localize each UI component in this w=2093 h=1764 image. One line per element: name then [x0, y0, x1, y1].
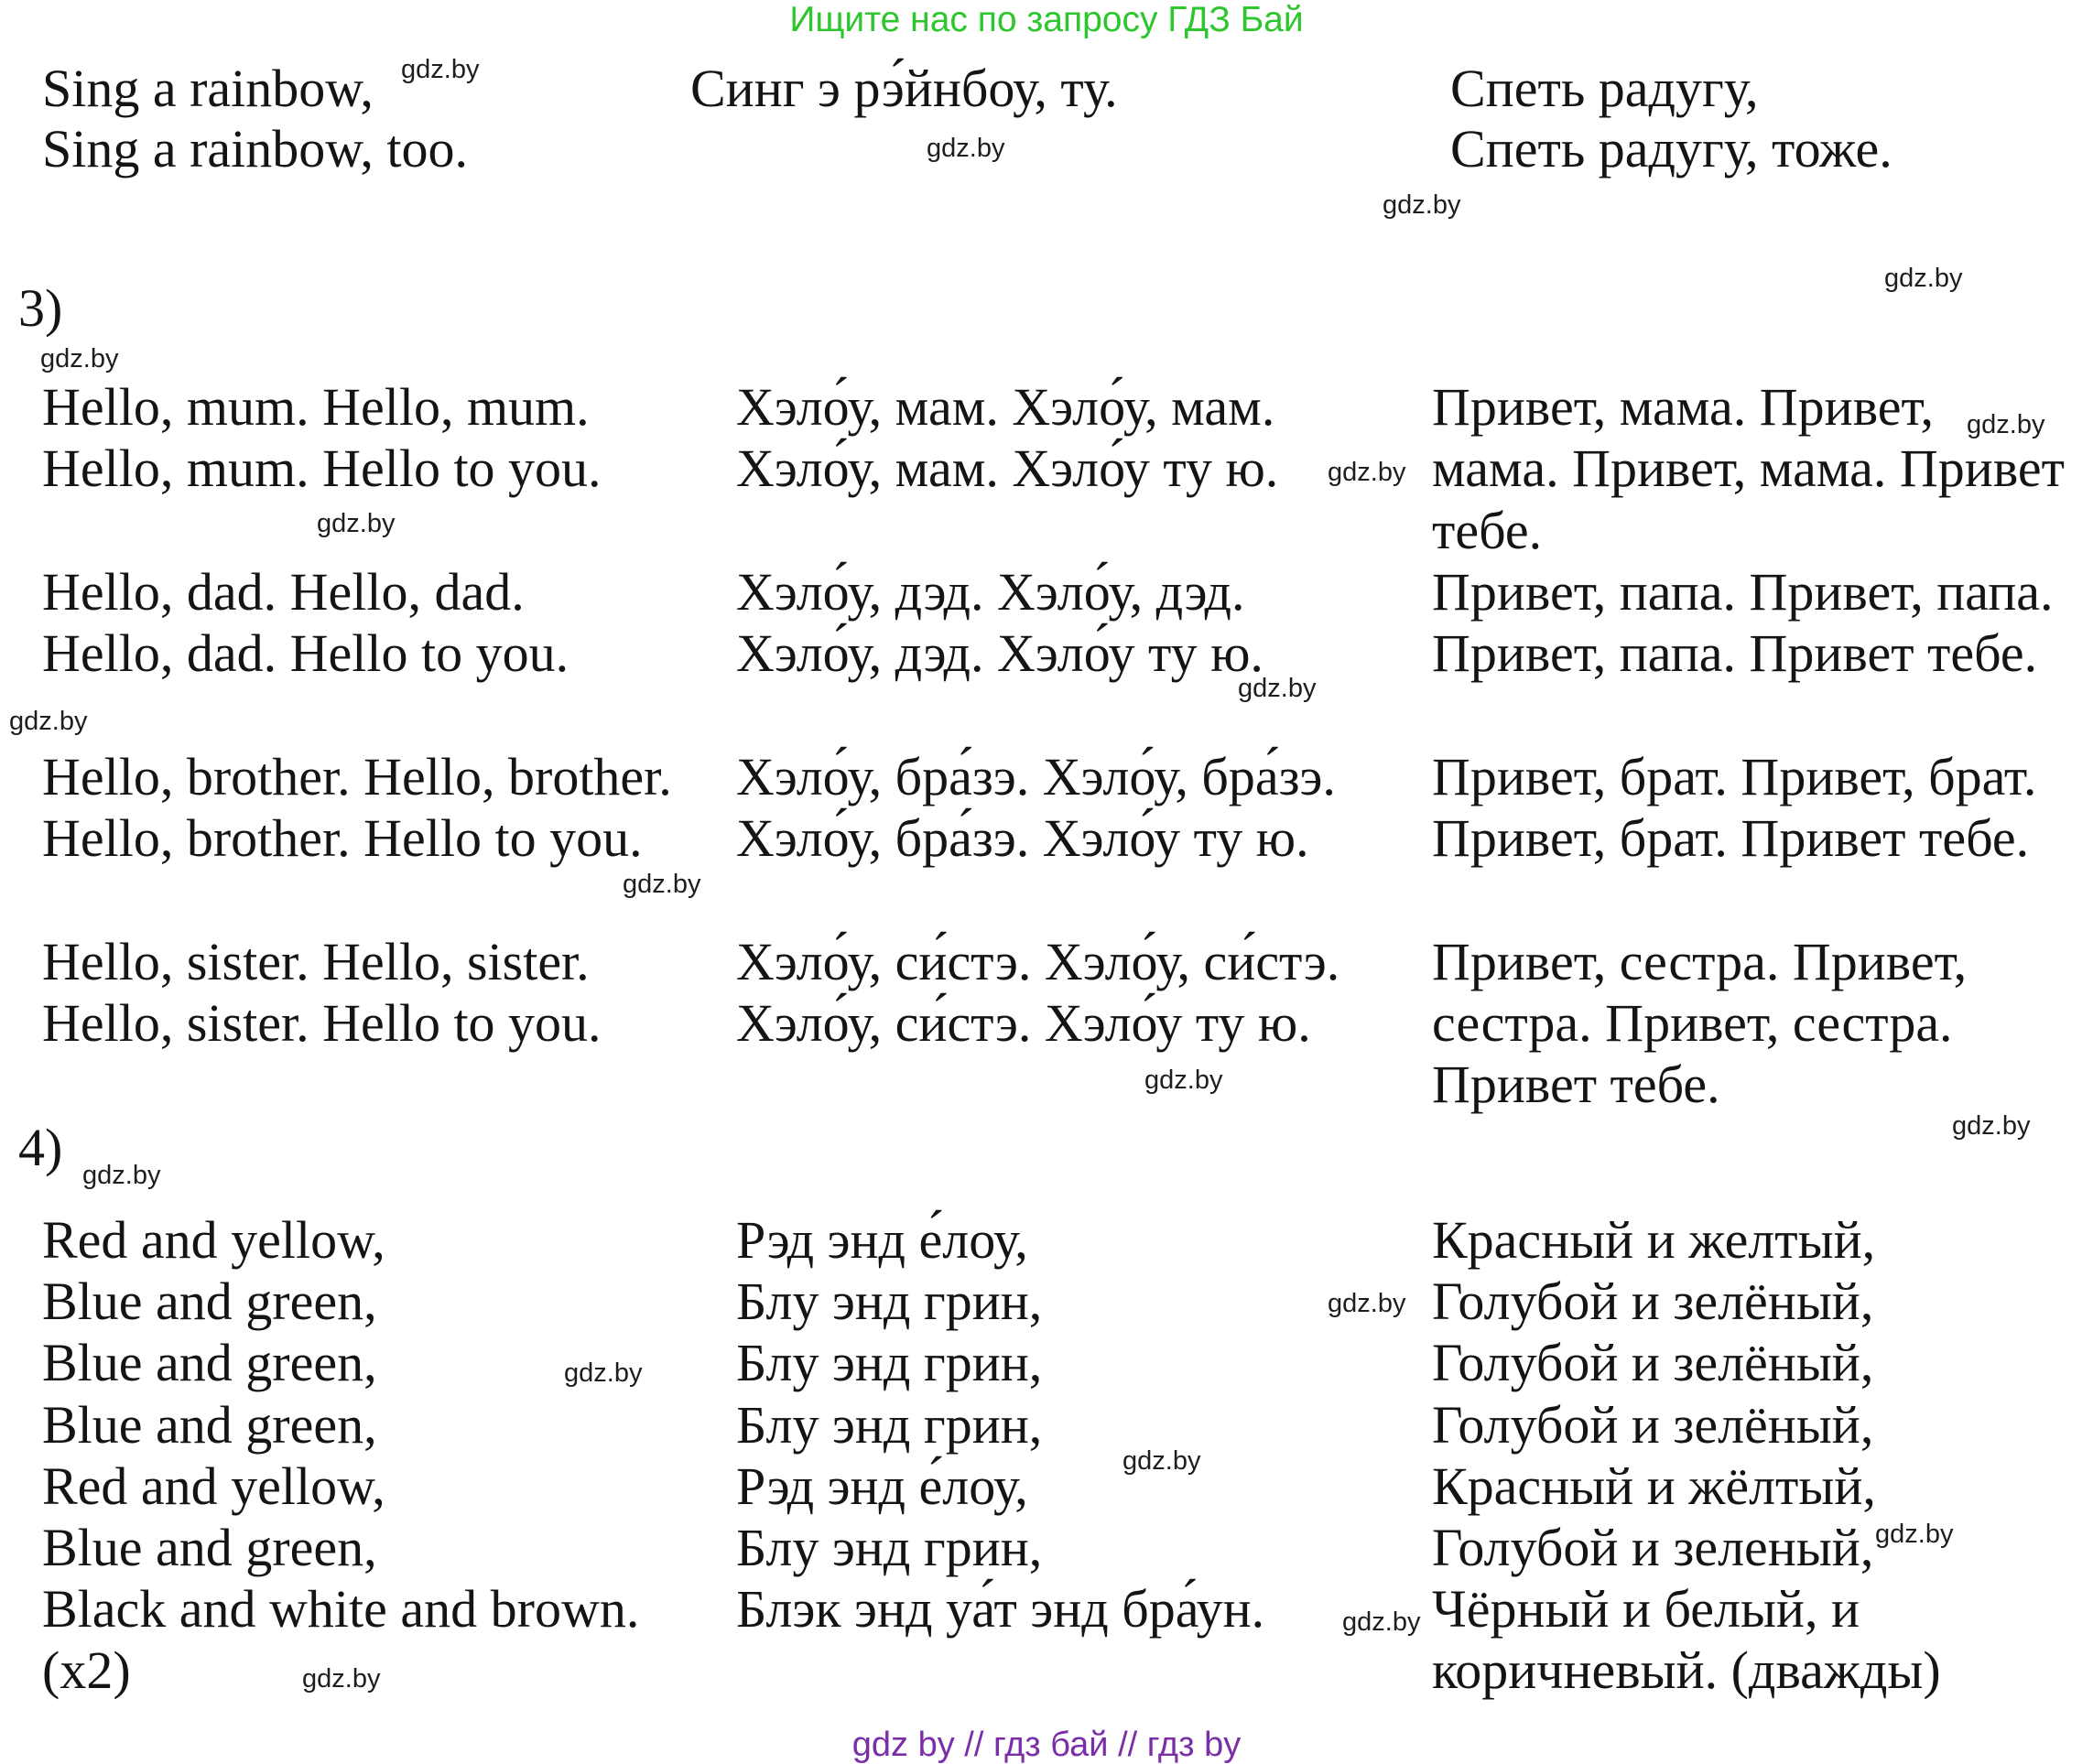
watermark: gdz.by — [1884, 264, 1963, 293]
section-label-3: 3) — [18, 278, 63, 338]
watermark: gdz.by — [9, 707, 88, 736]
transcription-line: Рэд энд е́лоу, — [736, 1210, 1028, 1270]
ru-line: Привет, мама. Привет, — [1432, 377, 1934, 437]
transcription-line: Блу энд грин, — [736, 1395, 1043, 1455]
en-line: Red and yellow, — [42, 1210, 385, 1270]
en-line: Hello, mum. Hello to you. — [42, 438, 602, 498]
transcription-line: Блу энд грин, — [736, 1518, 1043, 1577]
transcription-line: Хэло́у, бра́зэ. Хэло́у, бра́зэ. — [736, 747, 1336, 806]
watermark: gdz.by — [623, 870, 701, 899]
transcription-line: Хэло́у, бра́зэ. Хэло́у ту ю. — [736, 808, 1309, 868]
en-line: Black and white and brown. — [42, 1579, 640, 1639]
ru-line: Голубой и зелёный, — [1432, 1272, 1874, 1331]
footer-links[interactable]: gdz by // гдз бай // гдз by — [851, 1726, 1242, 1764]
repeat-marker: (x2) — [42, 1640, 131, 1700]
ru-line: сестра. Привет, сестра. — [1432, 993, 1953, 1053]
transcription-line: Блэк энд уа́т энд бра́ун. — [736, 1579, 1265, 1639]
en-line: Hello, sister. Hello, sister. — [42, 932, 590, 991]
ru-line: Привет, папа. Привет, папа. — [1432, 562, 2054, 622]
watermark: gdz.by — [1952, 1111, 2031, 1141]
ru-line: Красный и желтый, — [1432, 1210, 1876, 1270]
watermark: gdz.by — [1342, 1607, 1421, 1637]
transcription-line: Блу энд грин, — [736, 1333, 1043, 1392]
watermark: gdz.by — [1144, 1066, 1223, 1095]
en-line: Hello, brother. Hello to you. — [42, 808, 643, 868]
watermark: gdz.by — [1238, 674, 1317, 703]
ru-line: Привет, брат. Привет, брат. — [1432, 747, 2037, 806]
en-line: Hello, dad. Hello to you. — [42, 623, 569, 683]
watermark: gdz.by — [564, 1358, 643, 1388]
ru-line: Спеть радугу, — [1450, 59, 1759, 118]
transcription-line: Блу энд грин, — [736, 1272, 1043, 1331]
transcription-line: Хэло́у, мам. Хэло́у ту ю. — [736, 438, 1279, 498]
watermark: gdz.by — [1328, 1289, 1406, 1318]
transcription-line: Хэло́у, си́стэ. Хэло́у, си́стэ. — [736, 932, 1340, 991]
watermark: gdz.by — [302, 1664, 381, 1694]
watermark: gdz.by — [1328, 458, 1406, 487]
watermark: gdz.by — [1383, 190, 1461, 220]
ru-line: Привет, папа. Привет тебе. — [1432, 623, 2038, 683]
en-line: Red and yellow, — [42, 1456, 385, 1516]
en-line: Sing a rainbow, — [42, 59, 374, 118]
transcription-line: Хэло́у, мам. Хэло́у, мам. — [736, 377, 1275, 437]
en-line: Hello, brother. Hello, brother. — [42, 747, 672, 806]
en-line: Blue and green, — [42, 1395, 377, 1455]
ru-line: коричневый. (дважды) — [1432, 1640, 1941, 1700]
ru-line: Голубой и зелёный, — [1432, 1333, 1874, 1392]
ru-line: Красный и жёлтый, — [1432, 1456, 1876, 1516]
transcription-line: Хэло́у, дэд. Хэло́у ту ю. — [736, 623, 1263, 683]
en-line: Hello, mum. Hello, mum. — [42, 377, 590, 437]
watermark: gdz.by — [1967, 410, 2045, 439]
ru-line: Чёрный и белый, и — [1432, 1579, 1860, 1639]
transcription-line: Синг э рэ́йнбоу, ту. — [690, 59, 1118, 118]
en-line: Hello, dad. Hello, dad. — [42, 562, 525, 622]
watermark: gdz.by — [401, 55, 480, 84]
ru-line: Привет тебе. — [1432, 1055, 1720, 1114]
transcription-line: Рэд энд е́лоу, — [736, 1456, 1028, 1516]
watermark: gdz.by — [1122, 1446, 1201, 1476]
watermark: gdz.by — [1875, 1520, 1954, 1549]
en-line: Blue and green, — [42, 1518, 377, 1577]
ru-line: Привет, брат. Привет тебе. — [1432, 808, 2030, 868]
site-search-banner[interactable]: Ищите нас по запросу ГДЗ Бай — [789, 0, 1304, 39]
transcription-line: Хэло́у, дэд. Хэло́у, дэд. — [736, 562, 1245, 622]
watermark: gdz.by — [82, 1161, 161, 1190]
watermark: gdz.by — [40, 344, 119, 373]
ru-line: Голубой и зелёный, — [1432, 1395, 1874, 1455]
transcription-line: Хэло́у, си́стэ. Хэло́у ту ю. — [736, 993, 1311, 1053]
watermark: gdz.by — [927, 134, 1005, 163]
ru-line: мама. Привет, мама. Привет — [1432, 438, 2065, 498]
watermark: gdz.by — [317, 509, 396, 538]
en-line: Hello, sister. Hello to you. — [42, 993, 602, 1053]
ru-line: Привет, сестра. Привет, — [1432, 932, 1968, 991]
en-line: Sing a rainbow, too. — [42, 119, 469, 179]
ru-line: Спеть радугу, тоже. — [1450, 119, 1892, 179]
en-line: Blue and green, — [42, 1272, 377, 1331]
en-line: Blue and green, — [42, 1333, 377, 1392]
section-label-4: 4) — [18, 1118, 63, 1177]
ru-line: тебе. — [1432, 501, 1543, 560]
ru-line: Голубой и зеленый, — [1432, 1518, 1874, 1577]
